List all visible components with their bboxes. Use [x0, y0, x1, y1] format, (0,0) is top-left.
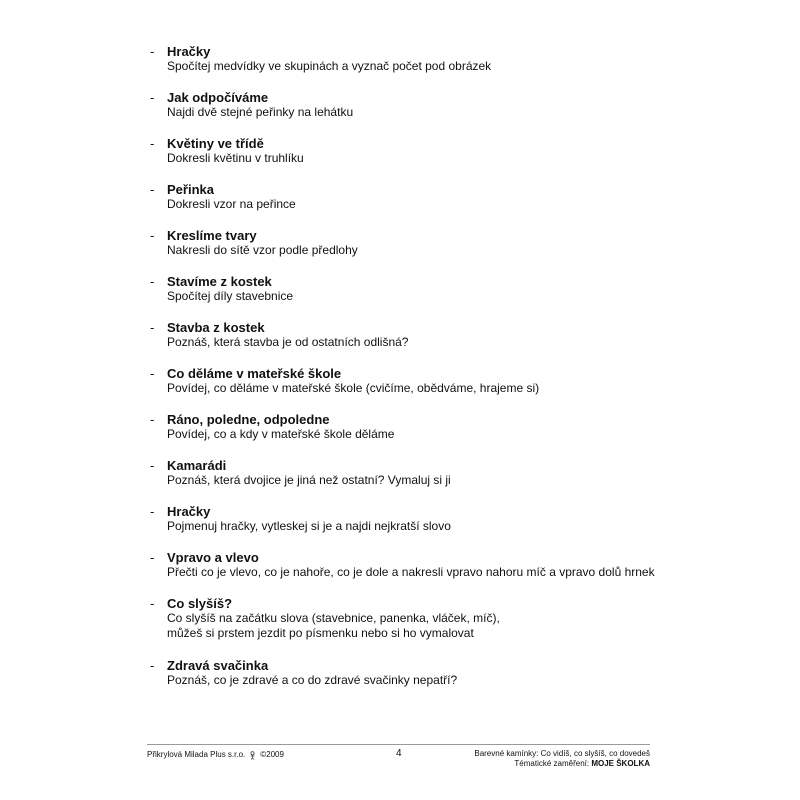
item-title: Jak odpočíváme — [167, 90, 269, 105]
item-title: Co děláme v mateřské škole — [167, 366, 342, 381]
bullet-dash: - — [150, 658, 155, 673]
list-item — [150, 182, 670, 228]
item-description: Poznáš, co je zdravé a co do zdravé svačinky nepatří? — [167, 673, 458, 687]
theme-label: Tématické zaměření: — [514, 759, 590, 768]
bullet-dash: - — [150, 458, 155, 473]
item-title: Stavíme z kostek — [167, 274, 272, 289]
activity-list — [150, 44, 670, 704]
item-title: Hračky — [167, 44, 211, 59]
list-item — [150, 228, 670, 274]
bullet-dash: - — [150, 274, 155, 289]
item-description: Nakresli do sítě vzor podle předlohy — [167, 243, 358, 257]
list-item — [150, 458, 670, 504]
theme-line — [470, 759, 650, 769]
item-title: Zdravá svačinka — [167, 658, 269, 673]
list-item — [150, 136, 670, 182]
item-description: Najdi dvě stejné peřinky na lehátku — [167, 105, 354, 119]
list-item — [150, 412, 670, 458]
bullet-dash: - — [150, 136, 155, 151]
bullet-dash: - — [150, 90, 155, 105]
list-item — [150, 320, 670, 366]
bullet-dash: - — [150, 44, 155, 59]
bullet-dash: - — [150, 412, 155, 427]
publisher-logo-icon — [248, 751, 257, 760]
item-description: Poznáš, která stavba je od ostatních odlišná? — [167, 335, 409, 349]
bullet-dash: - — [150, 550, 155, 565]
bullet-dash: - — [150, 504, 155, 519]
item-title: Ráno, poledne, odpoledne — [167, 412, 330, 427]
item-description: Dokresli květinu v truhlíku — [167, 151, 304, 165]
item-title: Vpravo a vlevo — [167, 550, 259, 565]
item-description: Co slyšíš na začátku slova (stavebnice, panenka, vláček, míč), — [167, 611, 500, 625]
list-item — [150, 596, 670, 658]
list-item — [150, 366, 670, 412]
list-item — [150, 44, 670, 90]
item-title: Hračky — [167, 504, 211, 519]
list-item — [150, 274, 670, 320]
series-title: Barevné kamínky: Co vidíš, co slyšíš, co dovedeš — [474, 749, 650, 758]
item-description: Poznáš, která dvojice je jiná než ostatní? Vymaluj si ji — [167, 473, 451, 487]
page-number: 4 — [396, 748, 402, 759]
list-item — [150, 658, 670, 704]
item-title: Co slyšíš? — [167, 596, 233, 611]
copyright: ©2009 — [260, 750, 284, 759]
item-description: Povídej, co a kdy v mateřské škole děláme — [167, 427, 395, 441]
item-title: Peřinka — [167, 182, 214, 197]
bullet-dash: - — [150, 320, 155, 335]
list-item — [150, 90, 670, 136]
item-description: Přečti co je vlevo, co je nahoře, co je dole a nakresli vpravo nahoru míč a vpravo dolů hrnek — [167, 565, 655, 579]
item-title: Kamarádi — [167, 458, 227, 473]
bullet-dash: - — [150, 182, 155, 197]
footer-divider — [147, 744, 650, 745]
bullet-dash: - — [150, 228, 155, 243]
item-description: Spočítej díly stavebnice — [167, 289, 294, 303]
item-description-line-2: můžeš si prstem jezdit po písmenku nebo si ho vymalovat — [167, 626, 474, 640]
footer-series-info — [470, 749, 650, 769]
item-title: Kreslíme tvary — [167, 228, 257, 243]
item-description: Spočítej medvídky ve skupinách a vyznač počet pod obrázek — [167, 59, 492, 73]
item-title: Květiny ve třídě — [167, 136, 264, 151]
bullet-dash: - — [150, 596, 155, 611]
list-item — [150, 550, 670, 596]
bullet-dash: - — [150, 366, 155, 381]
publisher-name: Přikrylová Milada Plus s.r.o. — [147, 750, 246, 759]
item-description: Povídej, co děláme v mateřské škole (cvičíme, obědváme, hrajeme si) — [167, 381, 540, 395]
item-description: Pojmenuj hračky, vytleskej si je a najdi nejkratší slovo — [167, 519, 451, 533]
footer-publisher — [147, 750, 284, 760]
list-item — [150, 504, 670, 550]
item-title: Stavba z kostek — [167, 320, 265, 335]
theme-value: MOJE ŠKOLKA — [591, 759, 650, 768]
item-description: Dokresli vzor na peřince — [167, 197, 296, 211]
